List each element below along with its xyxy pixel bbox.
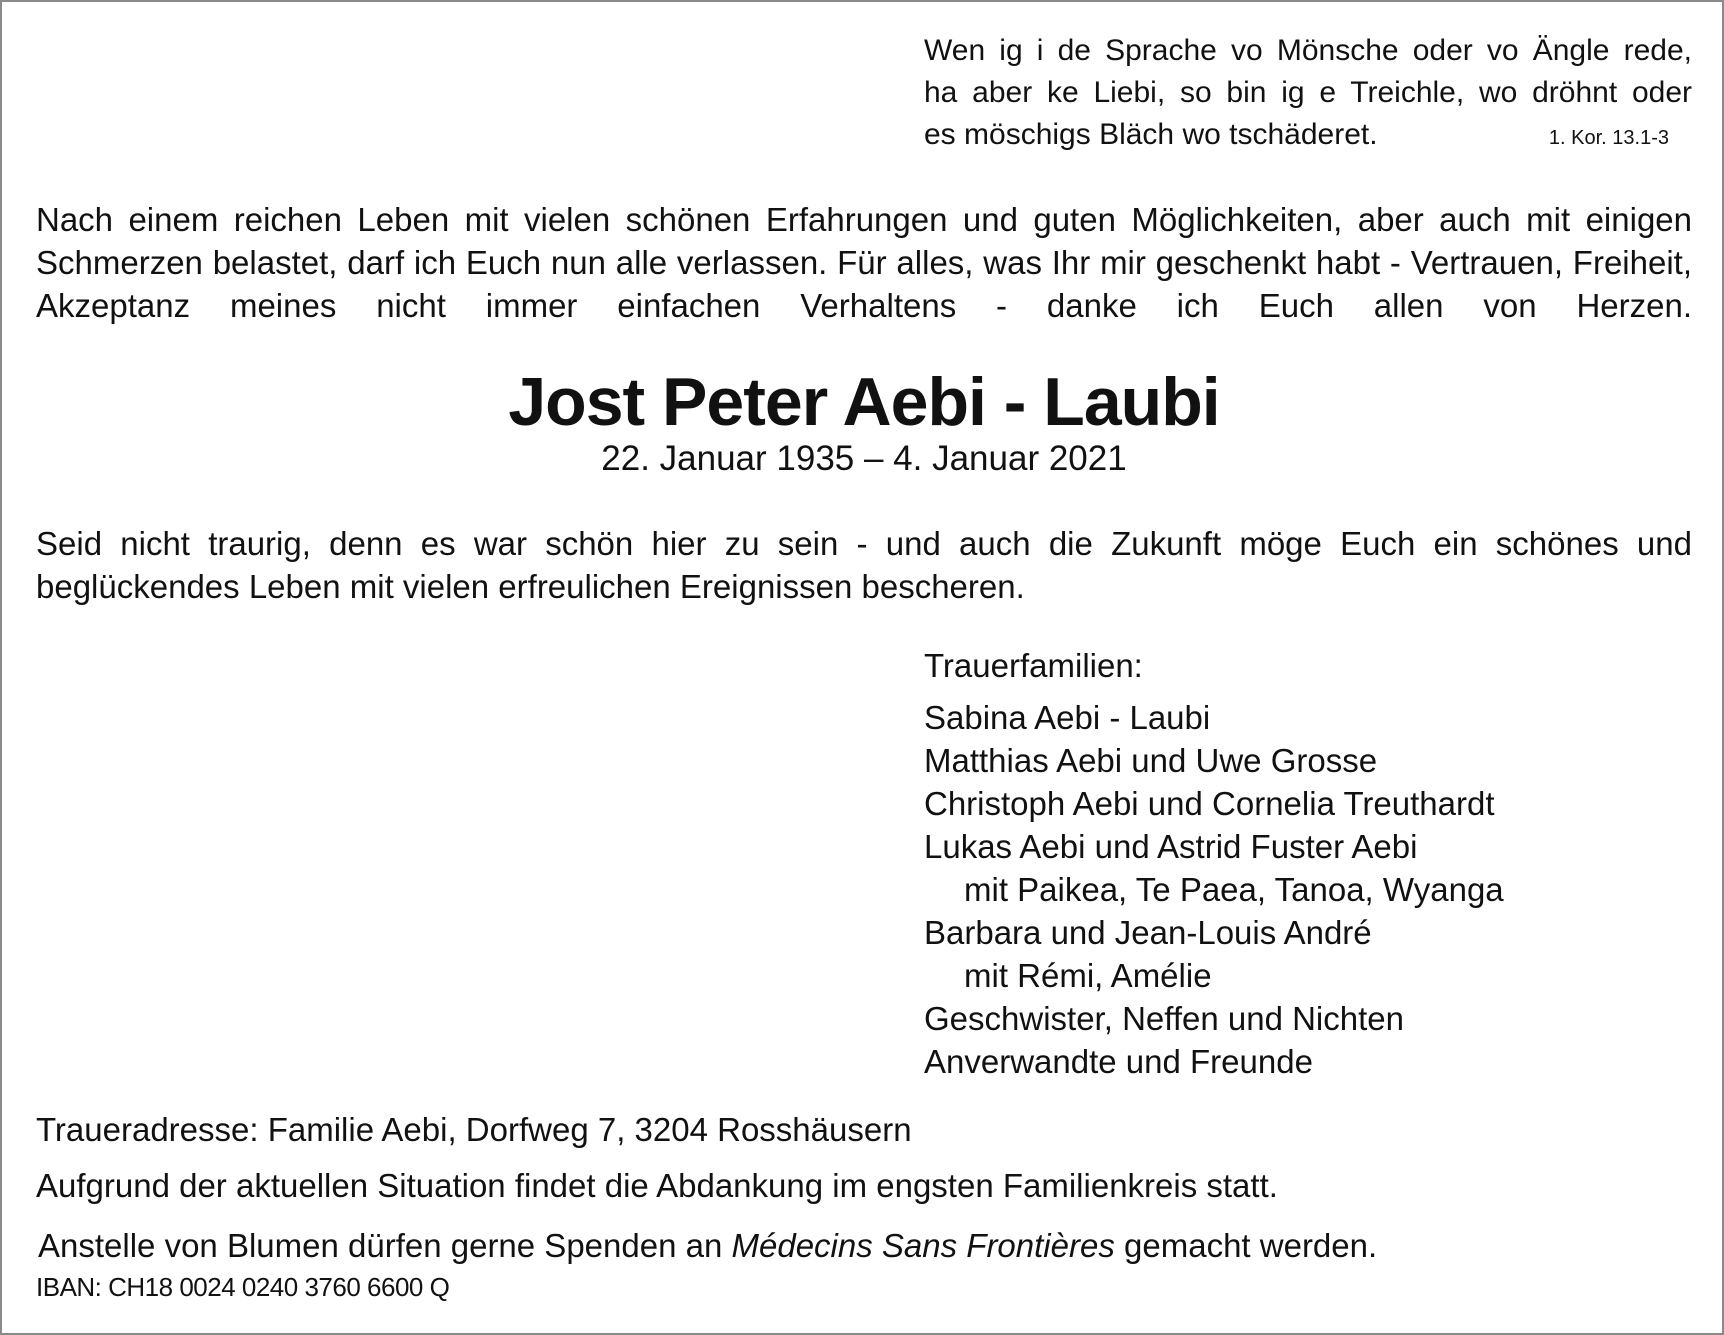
families-list xyxy=(924,696,1504,1083)
ceremony-note: Aufgrund der aktuellen Situation findet die Abdankung im engsten Familienkreis statt. xyxy=(36,1167,1278,1204)
quote-line-3-row xyxy=(924,114,1669,159)
intro-paragraph: Nach einem reichen Leben mit vielen schönen Erfahrungen und guten Möglichkeiten, aber auch mit einigen Schmerzen belastet, darf ich Euch nun alle verlassen. Für alles, was Ihr mir geschenkt habt - Vertrauen, Freiheit, Akzeptanz meines nicht immer einfachen Verhaltens - danke ich Euch allen von Herzen. xyxy=(36,201,1692,324)
donation-note xyxy=(38,1224,1377,1268)
bible-quote xyxy=(924,30,1692,159)
family-member-children: mit Paikea, Te Paea, Tanoa, Wyanga xyxy=(964,871,1504,908)
quote-line-3: es möschigs Bläch wo tschäderet. xyxy=(924,118,1378,151)
family-member: Geschwister, Neffen und Nichten xyxy=(924,1000,1404,1037)
donation-text-after: gemacht werden. xyxy=(1124,1227,1378,1264)
family-member: Sabina Aebi - Laubi xyxy=(924,699,1211,736)
iban: IBAN: CH18 0024 0240 3760 6600 Q xyxy=(36,1272,450,1302)
mourning-address: Traueradresse: Familie Aebi, Dorfweg 7, 3204 Rosshäusern xyxy=(36,1111,912,1148)
quote-source: 1. Kor. 13.1-3 xyxy=(1548,127,1669,149)
life-dates: 22. Januar 1935 – 4. Januar 2021 xyxy=(601,439,1127,478)
quote-line-1: Wen ig i de Sprache vo Mönsche oder vo Ängle rede, xyxy=(924,34,1692,67)
family-member: Christoph Aebi und Cornelia Treuthardt xyxy=(924,785,1495,822)
family-member: Anverwandte und Freunde xyxy=(924,1043,1313,1080)
family-member: Barbara und Jean-Louis André xyxy=(924,914,1372,951)
family-member: Matthias Aebi und Uwe Grosse xyxy=(924,742,1378,779)
farewell-message: Seid nicht traurig, denn es war schön hier zu sein - und auch die Zukunft möge Euch ein schönes und beglückendes Leben mit vielen erfreulichen Ereignissen bescheren. xyxy=(36,525,1692,605)
families-title: Trauerfamilien: xyxy=(924,647,1143,684)
family-member-children: mit Rémi, Amélie xyxy=(964,957,1212,994)
deceased-name: Jost Peter Aebi - Laubi xyxy=(508,364,1220,440)
quote-line-2: ha aber ke Liebi, so bin ig e Treichle, wo dröhnt oder xyxy=(924,76,1692,109)
family-member: Lukas Aebi und Astrid Fuster Aebi xyxy=(924,828,1418,865)
donation-text-before: Anstelle von Blumen dürfen gerne Spenden an xyxy=(38,1227,723,1264)
donation-organization: Médecins Sans Frontières xyxy=(731,1227,1115,1264)
